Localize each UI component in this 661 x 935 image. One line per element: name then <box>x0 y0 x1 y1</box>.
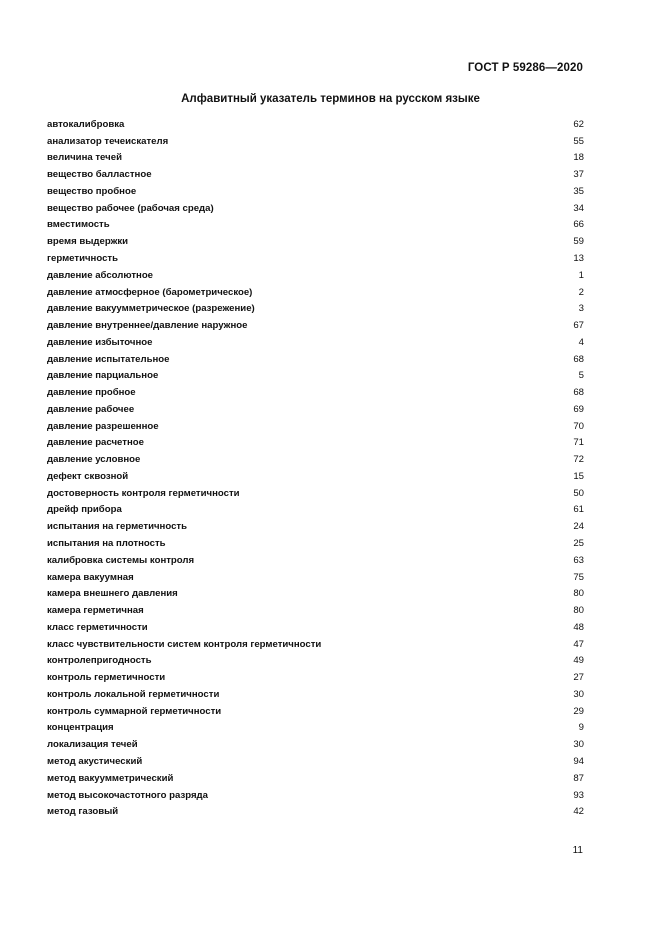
index-entry <box>47 653 584 670</box>
index-page-ref: 27 <box>573 672 584 684</box>
index-page-ref: 1 <box>578 269 584 281</box>
index-entry <box>47 435 584 452</box>
index-term: давление рабочее <box>47 403 135 415</box>
index-entry <box>47 535 584 552</box>
index-page-ref: 62 <box>573 118 584 130</box>
index-page-ref: 80 <box>573 588 584 600</box>
index-page-ref: 47 <box>573 638 584 650</box>
index-entry <box>47 451 584 468</box>
index-term: дефект сквозной <box>47 470 129 482</box>
index-page-ref: 66 <box>573 219 584 231</box>
index-term: давление расчетное <box>47 437 144 449</box>
index-page-ref: 49 <box>573 655 584 667</box>
index-page-ref: 69 <box>573 403 584 415</box>
index-entry <box>47 200 584 217</box>
index-list <box>47 116 584 820</box>
index-entry <box>47 770 584 787</box>
index-entry <box>47 552 584 569</box>
index-term: метод газовый <box>47 806 119 818</box>
index-page-ref: 67 <box>573 320 584 332</box>
index-page-ref: 18 <box>573 152 584 164</box>
index-page-ref: 2 <box>578 286 584 298</box>
index-page-ref: 71 <box>573 437 584 449</box>
index-term: давление вакуумметрическое (разрежение) <box>47 303 255 315</box>
index-entry <box>47 736 584 753</box>
index-page-ref: 87 <box>573 772 584 784</box>
index-entry <box>47 585 584 602</box>
index-entry <box>47 233 584 250</box>
index-page-ref: 42 <box>573 806 584 818</box>
index-entry <box>47 384 584 401</box>
index-term: анализатор течеискателя <box>47 135 169 147</box>
index-entry <box>47 150 584 167</box>
index-entry <box>47 250 584 267</box>
index-entry <box>47 284 584 301</box>
index-term: контроль герметичности <box>47 672 166 684</box>
index-entry <box>47 502 584 519</box>
index-term: концентрация <box>47 722 114 734</box>
index-entry <box>47 569 584 586</box>
index-page-ref: 35 <box>573 185 584 197</box>
index-page-ref: 15 <box>573 470 584 482</box>
index-page-ref: 94 <box>573 755 584 767</box>
index-entry <box>47 686 584 703</box>
index-page-ref: 34 <box>573 202 584 214</box>
index-term: вещество балластное <box>47 169 152 181</box>
index-page-ref: 29 <box>573 705 584 717</box>
index-page-ref: 9 <box>578 722 584 734</box>
index-entry <box>47 485 584 502</box>
page-number: 11 <box>572 845 583 856</box>
index-term: давление избыточное <box>47 336 153 348</box>
index-page-ref: 61 <box>573 504 584 516</box>
index-entry <box>47 468 584 485</box>
index-entry <box>47 401 584 418</box>
index-page-ref: 37 <box>573 169 584 181</box>
index-term: камера внешнего давления <box>47 588 178 600</box>
index-entry <box>47 669 584 686</box>
index-entry <box>47 636 584 653</box>
index-term: давление разрешенное <box>47 420 159 432</box>
index-page-ref: 72 <box>573 454 584 466</box>
index-term: метод вакуумметрический <box>47 772 174 784</box>
index-entry <box>47 619 584 636</box>
index-term: достоверность контроля герметичности <box>47 487 240 499</box>
index-term: герметичность <box>47 253 118 264</box>
index-term: класс чувствительности систем контроля герметичности <box>47 638 322 650</box>
index-term: дрейф прибора <box>47 504 122 516</box>
index-entry <box>47 300 584 317</box>
index-page-ref: 24 <box>573 521 584 533</box>
index-entry <box>47 720 584 737</box>
index-page-ref: 25 <box>573 538 584 550</box>
index-page-ref: 75 <box>573 571 584 583</box>
index-entry <box>47 803 584 820</box>
index-page-ref: 80 <box>573 605 584 617</box>
index-term: вещество рабочее (рабочая среда) <box>47 202 214 214</box>
index-term: локализация течей <box>47 739 138 751</box>
index-page-ref: 30 <box>573 688 584 700</box>
index-term: испытания на плотность <box>47 538 166 550</box>
index-entry <box>47 703 584 720</box>
index-entry <box>47 116 584 133</box>
index-page-ref: 68 <box>573 387 584 399</box>
index-term: величина течей <box>47 152 122 164</box>
index-page-ref: 50 <box>573 487 584 499</box>
index-page-ref: 30 <box>573 739 584 751</box>
index-term: давление парциальное <box>47 370 159 382</box>
index-entry <box>47 267 584 284</box>
index-entry <box>47 351 584 368</box>
index-page-ref: 55 <box>573 135 584 147</box>
document-code: ГОСТ Р 59286—2020 <box>467 62 583 74</box>
index-page-ref: 63 <box>573 554 584 566</box>
index-page-ref: 93 <box>573 789 584 801</box>
index-term: давление испытательное <box>47 353 170 365</box>
index-entry <box>47 518 584 535</box>
index-entry <box>47 183 584 200</box>
index-title: Алфавитный указатель терминов на русском языке <box>181 93 480 105</box>
index-page-ref: 13 <box>573 253 584 264</box>
index-entry <box>47 334 584 351</box>
index-page-ref: 70 <box>573 420 584 432</box>
index-entry <box>47 367 584 384</box>
index-term: давление пробное <box>47 387 136 399</box>
index-page-ref: 3 <box>578 303 584 315</box>
index-term: давление внутреннее/давление наружное <box>47 320 248 332</box>
index-term: камера герметичная <box>47 605 144 617</box>
index-term: давление условное <box>47 454 141 466</box>
index-term: автокалибровка <box>47 118 125 130</box>
index-page-ref: 59 <box>573 236 584 248</box>
index-entry <box>47 787 584 804</box>
index-term: камера вакуумная <box>47 571 134 583</box>
index-page-ref: 48 <box>573 621 584 633</box>
index-term: время выдержки <box>47 236 129 248</box>
index-entry <box>47 133 584 150</box>
index-term: калибровка системы контроля <box>47 554 195 566</box>
index-entry <box>47 602 584 619</box>
index-entry <box>47 418 584 435</box>
index-page-ref: 68 <box>573 353 584 365</box>
index-term: контроль суммарной герметичности <box>47 705 222 717</box>
index-term: давление абсолютное <box>47 269 154 281</box>
index-term: метод высокочастотного разряда <box>47 789 208 801</box>
index-entry <box>47 317 584 334</box>
index-term: класс герметичности <box>47 621 148 633</box>
index-entry <box>47 166 584 183</box>
index-term: вместимость <box>47 219 110 231</box>
index-entry <box>47 217 584 234</box>
index-entry <box>47 753 584 770</box>
index-term: давление атмосферное (барометрическое) <box>47 286 253 298</box>
index-page-ref: 5 <box>578 370 584 382</box>
index-term: метод акустический <box>47 755 143 767</box>
index-page-ref: 4 <box>578 336 584 348</box>
index-term: испытания на герметичность <box>47 521 188 533</box>
index-term: контролепригодность <box>47 655 152 667</box>
index-term: вещество пробное <box>47 185 137 197</box>
index-term: контроль локальной герметичности <box>47 688 220 700</box>
